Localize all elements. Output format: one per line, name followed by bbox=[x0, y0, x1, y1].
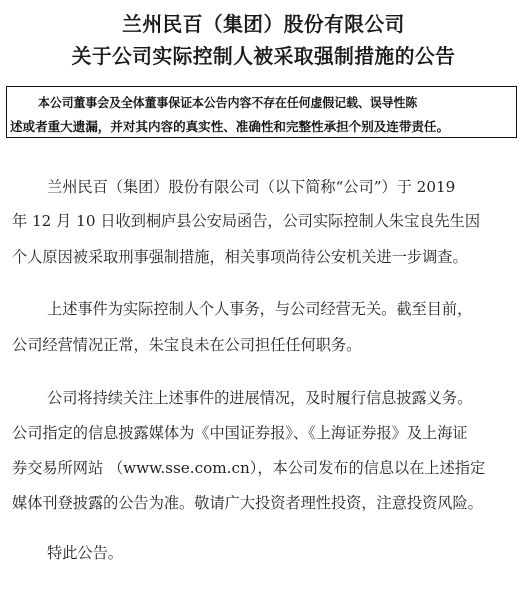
paragraph-1-line-3: 个人原因被采取刑事强制措施，相关事项尚待公安机关进一步调查。 bbox=[12, 248, 468, 266]
paragraph-2-line-1: 上述事件为实际控制人个人事务，与公司经营无关。截至目前， bbox=[47, 300, 473, 318]
paragraph-1-line-2: 年 12 月 10 日收到桐庐县公安局函告，公司实际控制人朱宝良先生因 bbox=[12, 212, 481, 230]
paragraph-1-line-1: 兰州民百（集团）股份有限公司（以下简称“公司”）于 2019 bbox=[47, 178, 456, 196]
announcement-title: 关于公司实际控制人被采取强制措施的公告 bbox=[71, 44, 456, 68]
company-title: 兰州民百（集团）股份有限公司 bbox=[122, 12, 405, 36]
paragraph-3-line-3: 券交易所网站 （www.sse.com.cn），本公司发布的信息以在上述指定 bbox=[12, 459, 486, 477]
paragraph-3-line-2: 公司指定的信息披露媒体为《中国证券报》、《上海证券报》及上海证 bbox=[12, 424, 468, 442]
notice-line-2: 述或者重大遗漏，并对其内容的真实性、准确性和完整性承担个别及连带责任。 bbox=[10, 119, 450, 134]
paragraph-3-line-4: 媒体刊登披露的公告为准。敬请广大投资者理性投资，注意投资风险。 bbox=[12, 494, 483, 512]
notice-line-1: 本公司董事会及全体董事保证本公告内容不存在任何虚假记载、误导性陈 bbox=[38, 95, 418, 110]
closing-line: 特此公告。 bbox=[47, 544, 123, 562]
paragraph-3-line-1: 公司将持续关注上述事件的进展情况，及时履行信息披露义务。 bbox=[47, 389, 473, 407]
paragraph-2-line-2: 公司经营情况正常，朱宝良未在公司担任任何职务。 bbox=[12, 336, 362, 354]
